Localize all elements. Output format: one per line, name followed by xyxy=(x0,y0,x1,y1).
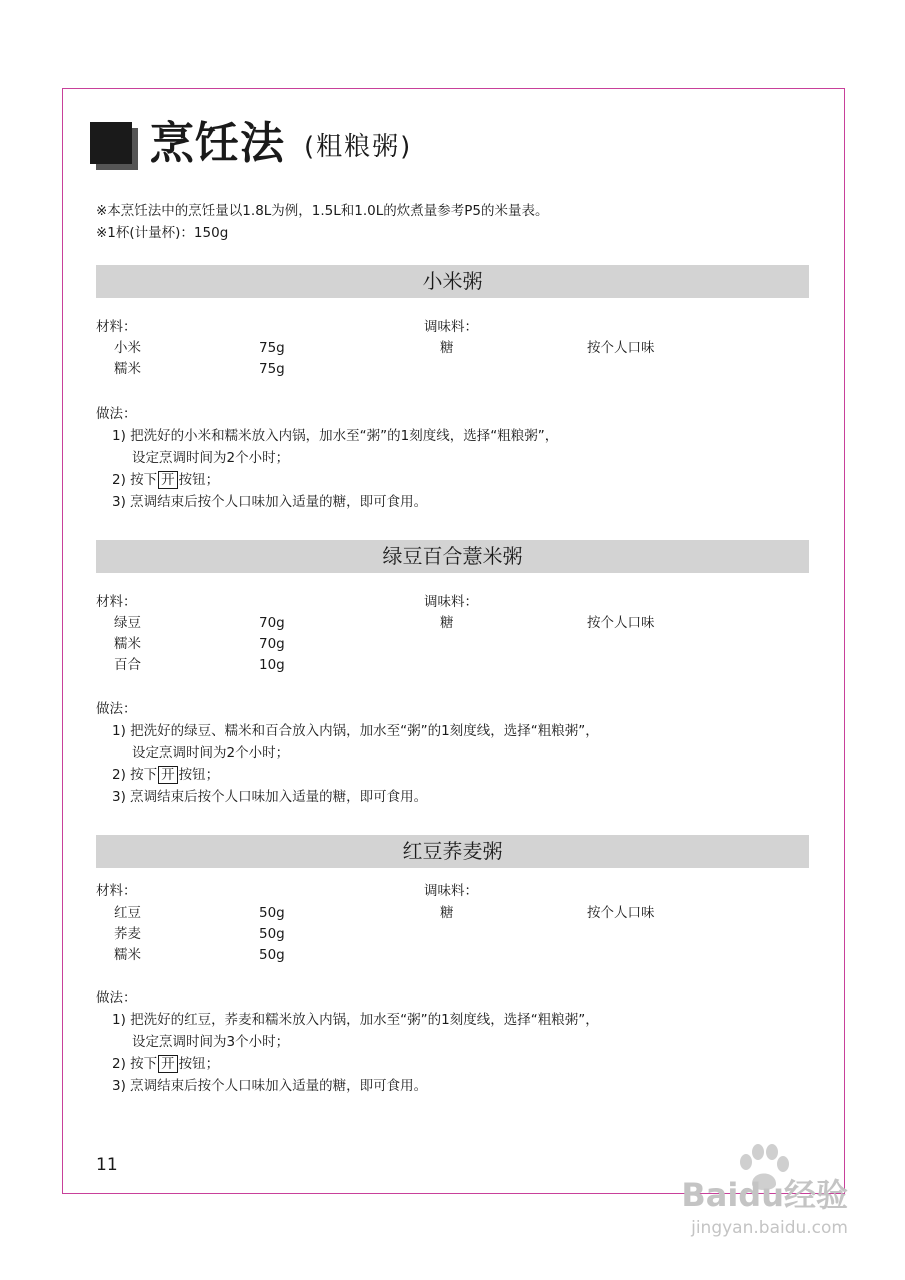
ingredient-name: 小米 xyxy=(114,340,141,356)
step-1-cont: 设定烹调时间为3个小时； xyxy=(132,1034,290,1050)
step-1-cont: 设定烹调时间为2个小时； xyxy=(132,450,290,466)
ingredient-name: 红豆 xyxy=(114,905,141,921)
recipe-title: 小米粥 xyxy=(96,265,809,298)
seasoning-name: 糖 xyxy=(440,905,454,921)
step-1: 1) 把洗好的绿豆、糯米和百合放入内锅，加水至“粥”的1刻度线，选择“粗粮粥”， xyxy=(112,723,599,739)
method-label: 做法： xyxy=(96,406,137,422)
method-label: 做法： xyxy=(96,990,137,1006)
seasoning-name: 糖 xyxy=(440,615,454,631)
seasoning-name: 糖 xyxy=(440,340,454,356)
notes xyxy=(96,200,549,244)
ingredient-amount: 50g xyxy=(259,926,285,942)
ingredient-amount: 50g xyxy=(259,905,285,921)
step-2-text-end: 按钮； xyxy=(178,767,220,783)
ingredient-name: 百合 xyxy=(114,657,141,673)
seasoning-label: 调味料： xyxy=(424,883,478,899)
materials-label: 材料： xyxy=(96,883,137,899)
open-key-label: 开 xyxy=(158,1055,178,1073)
step-3: 3) 烹调结束后按个人口味加入适量的糖，即可食用。 xyxy=(112,494,428,510)
step-2 xyxy=(112,1053,599,1075)
seasoning-amount: 按个人口味 xyxy=(587,905,655,921)
note-2: ※1杯(计量杯)：150g xyxy=(96,225,229,241)
method-label: 做法： xyxy=(96,701,137,717)
ingredient-name: 糯米 xyxy=(114,636,141,652)
step-1: 1) 把洗好的小米和糯米放入内锅，加水至“粥”的1刻度线，选择“粗粮粥”， xyxy=(112,428,559,444)
seasoning-amount: 按个人口味 xyxy=(587,615,655,631)
seasoning-label: 调味料： xyxy=(424,594,478,610)
ingredient-amount: 75g xyxy=(259,340,285,356)
seasoning-amount: 按个人口味 xyxy=(587,340,655,356)
method xyxy=(96,987,599,1097)
step-2-text: 2) 按下 xyxy=(112,472,158,488)
open-key-label: 开 xyxy=(158,766,178,784)
ingredient-name: 糯米 xyxy=(114,361,141,377)
title-sub: (粗粮粥) xyxy=(304,132,413,162)
recipe-title: 绿豆百合薏米粥 xyxy=(96,540,809,573)
step-2-text-end: 按钮； xyxy=(178,472,220,488)
watermark-url: jingyan.baidu.com xyxy=(691,1218,848,1238)
open-key-label: 开 xyxy=(158,471,178,489)
method xyxy=(96,403,559,513)
method xyxy=(96,698,599,808)
ingredient-name: 绿豆 xyxy=(114,615,141,631)
step-1: 1) 把洗好的红豆，荞麦和糯米放入内锅，加水至“粥”的1刻度线，选择“粗粮粥”， xyxy=(112,1012,599,1028)
page-number: 11 xyxy=(96,1155,118,1175)
step-1-cont: 设定烹调时间为2个小时； xyxy=(132,745,290,761)
step-2-text: 2) 按下 xyxy=(112,767,158,783)
title-main: 烹饪法 xyxy=(150,118,285,169)
materials-label: 材料： xyxy=(96,319,137,335)
step-2-text: 2) 按下 xyxy=(112,1056,158,1072)
baidu-watermark xyxy=(648,1148,858,1248)
step-3: 3) 烹调结束后按个人口味加入适量的糖，即可食用。 xyxy=(112,789,428,805)
ingredient-amount: 10g xyxy=(259,657,285,673)
ingredient-amount: 70g xyxy=(259,615,285,631)
note-1: ※本烹饪法中的烹饪量以1.8L为例，1.5L和1.0L的炊煮量参考P5的米量表。 xyxy=(96,203,549,219)
materials-label: 材料： xyxy=(96,594,137,610)
recipe-title: 红豆荞麦粥 xyxy=(96,835,809,868)
step-2 xyxy=(112,764,599,786)
step-2-text-end: 按钮； xyxy=(178,1056,220,1072)
ingredient-name: 荞麦 xyxy=(114,926,141,942)
watermark-brand: Baidu经验 xyxy=(681,1176,848,1214)
step-3: 3) 烹调结束后按个人口味加入适量的糖，即可食用。 xyxy=(112,1078,428,1094)
ingredient-amount: 50g xyxy=(259,947,285,963)
title-square-icon xyxy=(90,122,132,164)
ingredient-name: 糯米 xyxy=(114,947,141,963)
seasoning-label: 调味料： xyxy=(424,319,478,335)
step-2 xyxy=(112,469,558,491)
ingredient-amount: 75g xyxy=(259,361,285,377)
ingredient-amount: 70g xyxy=(259,636,285,652)
